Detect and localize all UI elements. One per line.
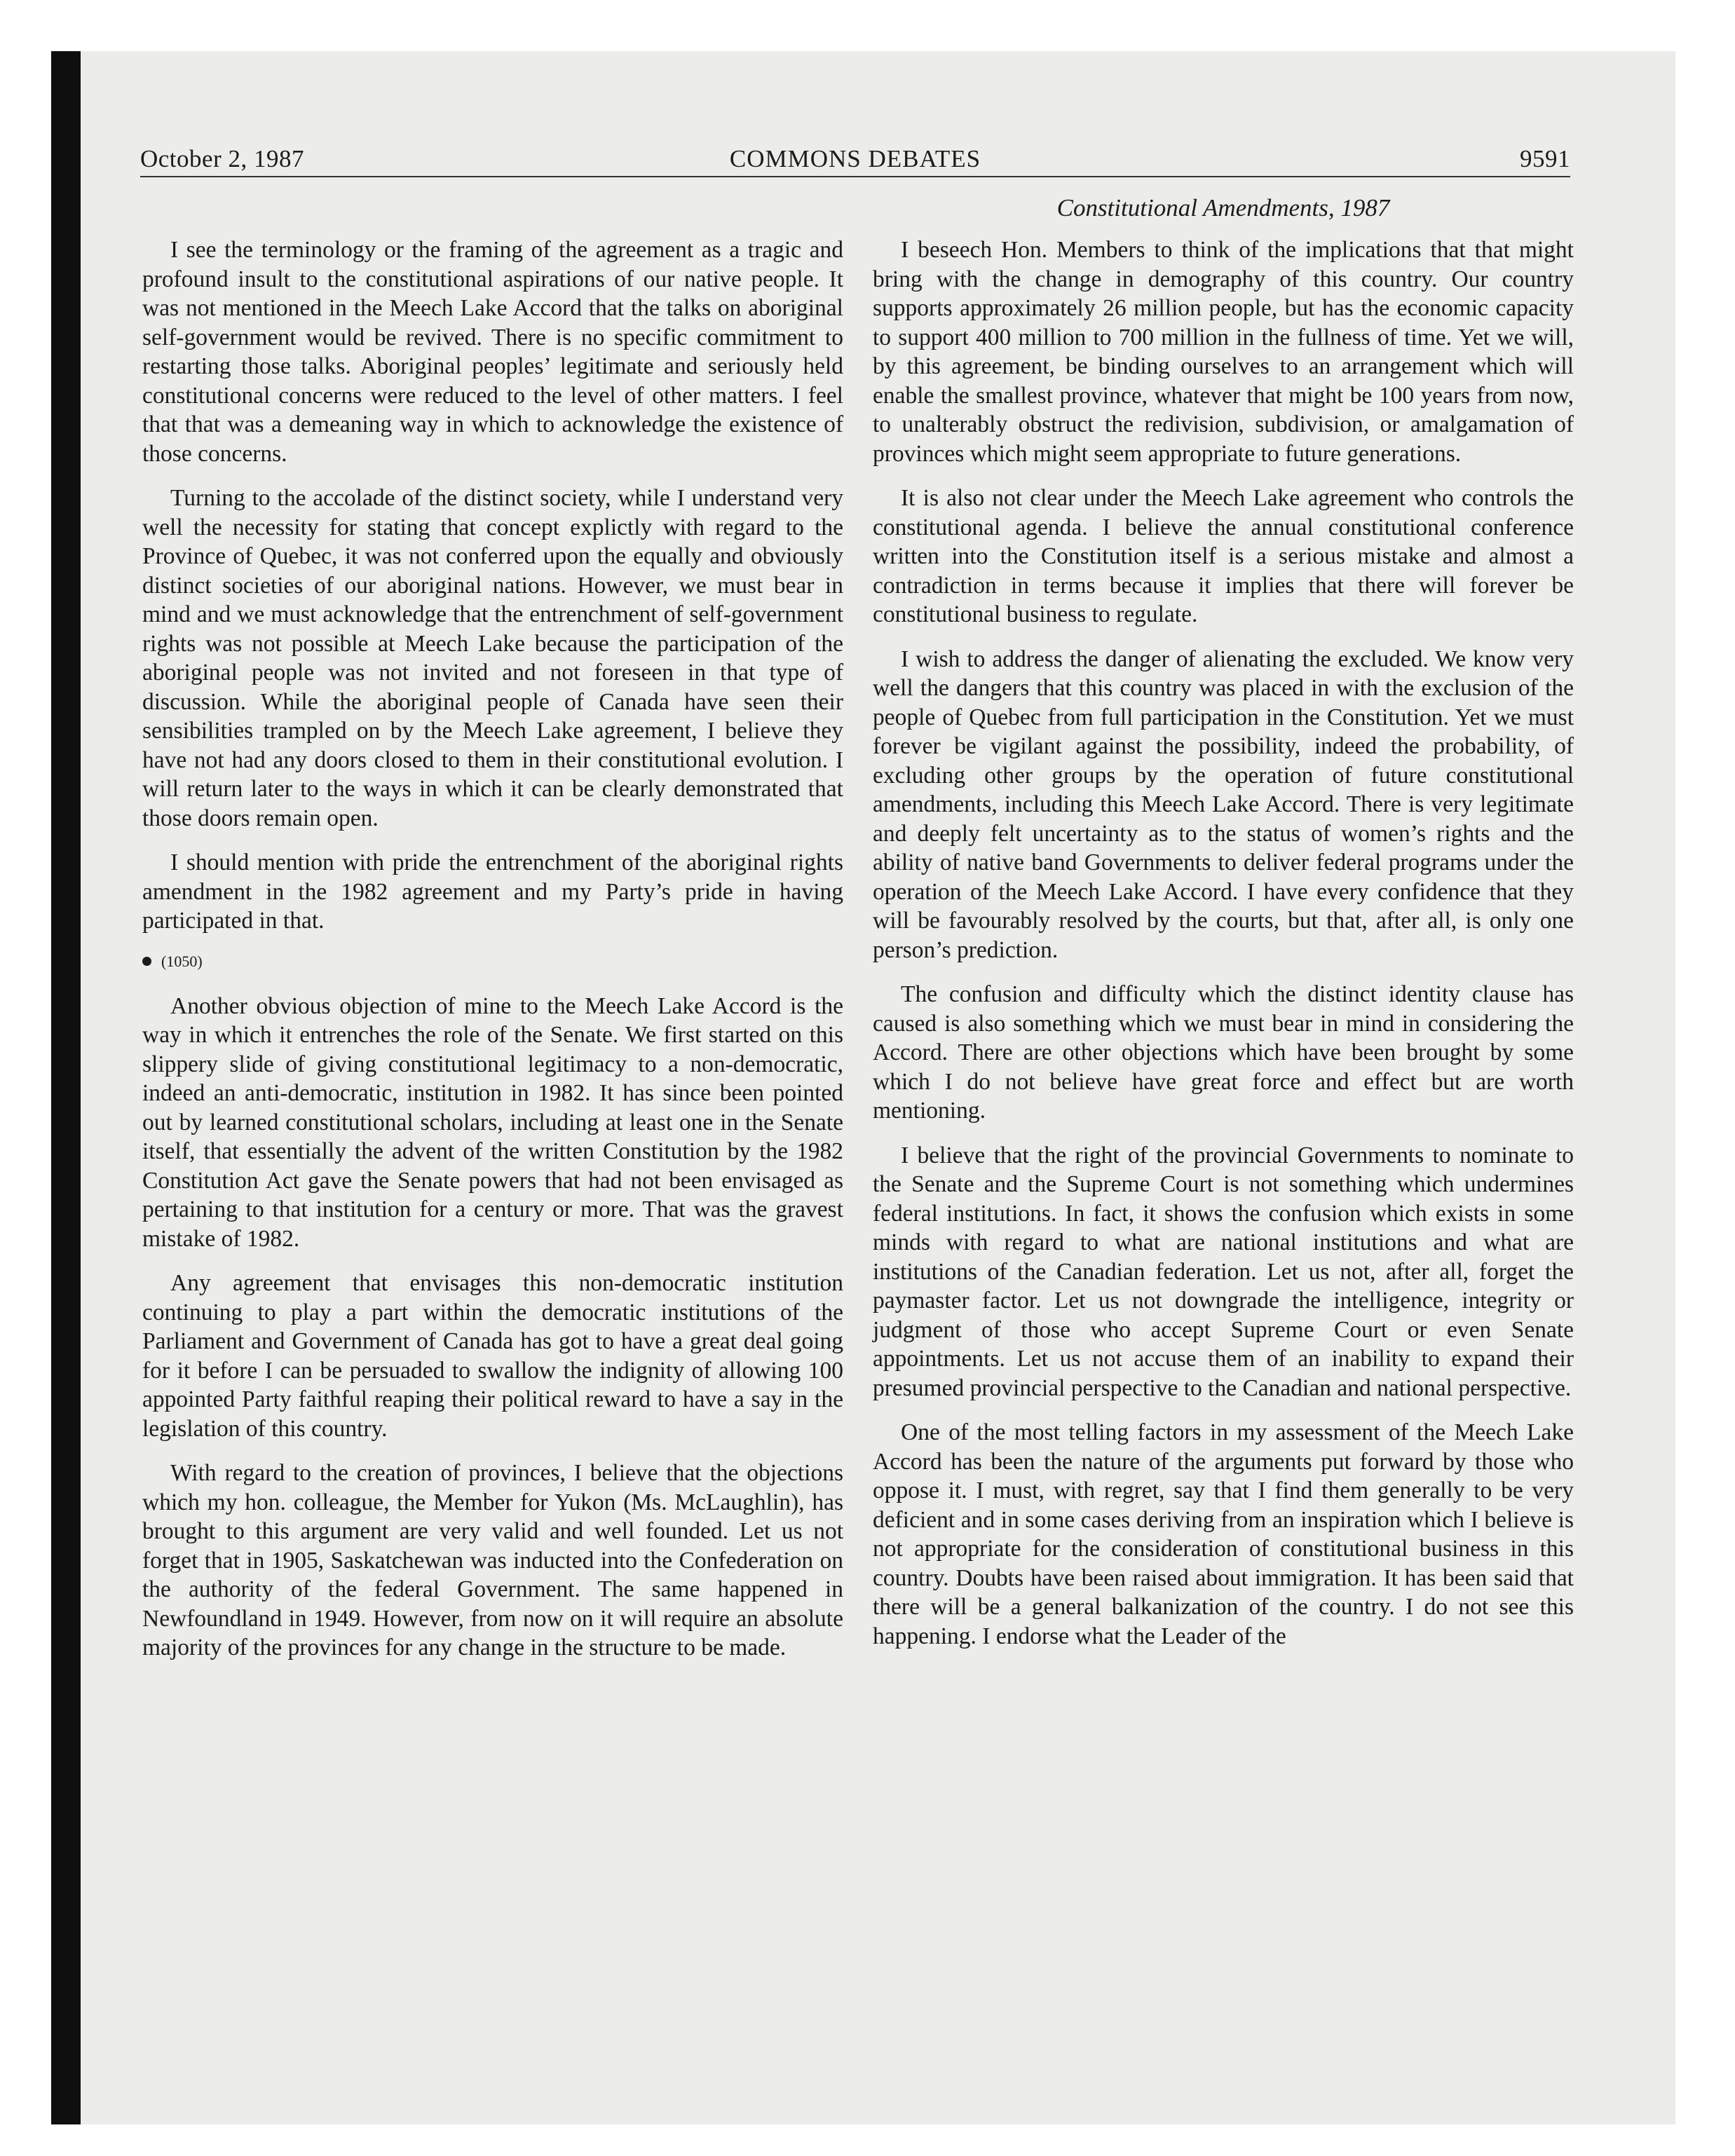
paragraph: Any agreement that envisages this non-democratic institution continuing to play a part within the democratic institutions of the Parliament and Government of Canada has got to have a great deal going for it before I can be persuaded to swallow the indignity of allowing 100 appointed Party faithful reaping their political reward to have a say in the legislation of this country. — [142, 1270, 843, 1442]
header-date: October 2, 1987 — [140, 145, 304, 172]
time-marker-label: (1050) — [161, 952, 203, 970]
page-number: 9591 — [1520, 145, 1570, 172]
paragraph: With regard to the creation of provinces, I believe that the objections which my hon. colleague, the Member for Yukon (Ms. McLaughlin), has brought to this argument are very valid and well founded. Let us not forget that in 1905, Saskatchewan was inducted into the Confederation on the authority of the federal Government. The same happened in Newfoundland in 1949. However, from now on it will require an absolute majority of the provinces for any change in the structure to be made. — [142, 1460, 843, 1660]
paragraph: I beseech Hon. Members to think of the implications that that might bring with the change in demography of this country. Our country supports approximately 26 million people, but has the economic capacity to support 400 million to 700 million in the fullness of time. Yet we will, by this agreement, be binding ourselves to an arrangement which will enable the smallest province, whatever that might be 100 years from now, to unalterably obstruct the redivision, subdivision, or amalgamation of provinces which might seem appropriate to future generations. — [873, 237, 1574, 467]
header-title: COMMONS DEBATES — [729, 145, 981, 172]
running-header — [140, 144, 1570, 175]
paragraph: I wish to address the danger of alienating the excluded. We know very well the dangers that this country was placed in with the exclusion of the people of Quebec from full participation in the Constitution. Yet we must forever be vigilant against the possibility, indeed the probability, of excluding other groups by the operation of future constitutional amendments, including this Meech Lake Accord. There is very legitimate and deeply felt uncertainty as to the status of women’s rights and the ability of native band Governments to deliver federal programs under the operation of the Meech Lake Accord. I have every confidence that they will be favourably resolved by the courts, but that, after all, is only one person’s prediction. — [873, 646, 1574, 963]
bullet-icon — [142, 957, 151, 966]
paragraph: It is also not clear under the Meech Lake agreement who controls the constitutional agenda. I believe the annual constitutional conference written into the Constitution itself is a serious mistake and almost a contradiction in terms because it implies that there will forever be constitutional business to regulate. — [873, 485, 1574, 627]
paragraph: I see the terminology or the framing of the agreement as a tragic and profound insult to the constitutional aspirations of our native people. It was not mentioned in the Meech Lake Accord that the talks on aboriginal self-government would be revived. There is no specific commitment to restarting those talks. Aboriginal peoples’ legitimate and seriously held constitutional concerns were reduced to the level of other matters. I feel that that was a demeaning way in which to acknowledge the existence of those concerns. — [142, 237, 843, 467]
left-column — [142, 236, 843, 1678]
paragraph: The confusion and difficulty which the distinct identity clause has caused is also something which we must bear in mind in considering the Accord. There are other objections which have been brought by some which I do not believe have great force and effect but are worth mentioning. — [873, 981, 1574, 1124]
scan-edge-bar — [51, 51, 81, 2124]
paragraph: I should mention with pride the entrenchment of the aboriginal rights amendment in the 1982 agreement and my Party’s pride in having participated in that. — [142, 850, 843, 934]
right-column — [873, 193, 1574, 1666]
paragraph: I believe that the right of the provincial Governments to nominate to the Senate and the Supreme Court is not something which undermines federal institutions. In fact, it shows the confusion which exists in some minds with regard to what are national institutions and what are institutions of the Canadian federation. Let us not, after all, forget the paymaster factor. Let us not downgrade the intelligence, integrity or judgment of those who accept Supreme Court or even Senate appointments. Let us not accuse them of an inability to expand their presumed provincial perspective to the Canadian and national perspective. — [873, 1142, 1574, 1401]
paragraph: Turning to the accolade of the distinct society, while I understand very well the necessity for stating that concept explictly with regard to the Province of Quebec, it was not conferred upon the equally and obviously distinct societies of our aboriginal nations. However, we must bear in mind and we must acknowledge that the entrenchment of self-government rights was not possible at Meech Lake because the participation of the aboriginal people was not invited and not foreseen in that type of discussion. While the aboriginal people of Canada have seen their sensibilities trampled on by the Meech Lake agreement, I believe they have not had any doors closed to them in their constitutional evolution. I will return later to the ways in which it can be clearly demonstrated that those doors remain open. — [142, 485, 843, 831]
time-marker — [142, 951, 843, 972]
section-heading: Constitutional Amendments, 1987 — [1056, 194, 1390, 221]
paragraph: One of the most telling factors in my assessment of the Meech Lake Accord has been the nature of the arguments put forward by those who oppose it. I must, with regret, say that I find them generally to be very deficient and in some cases deriving from an inspiration which I believe is not appropriate for the consideration of constitutional business in this country. Doubts have been raised about immigration. It has been said that there will be a general balkanization of the country. I do not see this happening. I endorse what the Leader of the — [873, 1419, 1574, 1649]
header-rule — [140, 176, 1570, 177]
paragraph: Another obvious objection of mine to the Meech Lake Accord is the way in which it entrenches the role of the Senate. We first started on this slippery slide of giving constitutional legitimacy to a non-democratic, indeed an anti-democratic, institution in 1982. It has since been pointed out by learned constitutional scholars, including at least one in the Senate itself, that essentially the advent of the written Constitution by the 1982 Constitution Act gave the Senate powers that had not been envisaged as pertaining to that institution for a century or more. That was the gravest mistake of 1982. — [142, 992, 843, 1252]
